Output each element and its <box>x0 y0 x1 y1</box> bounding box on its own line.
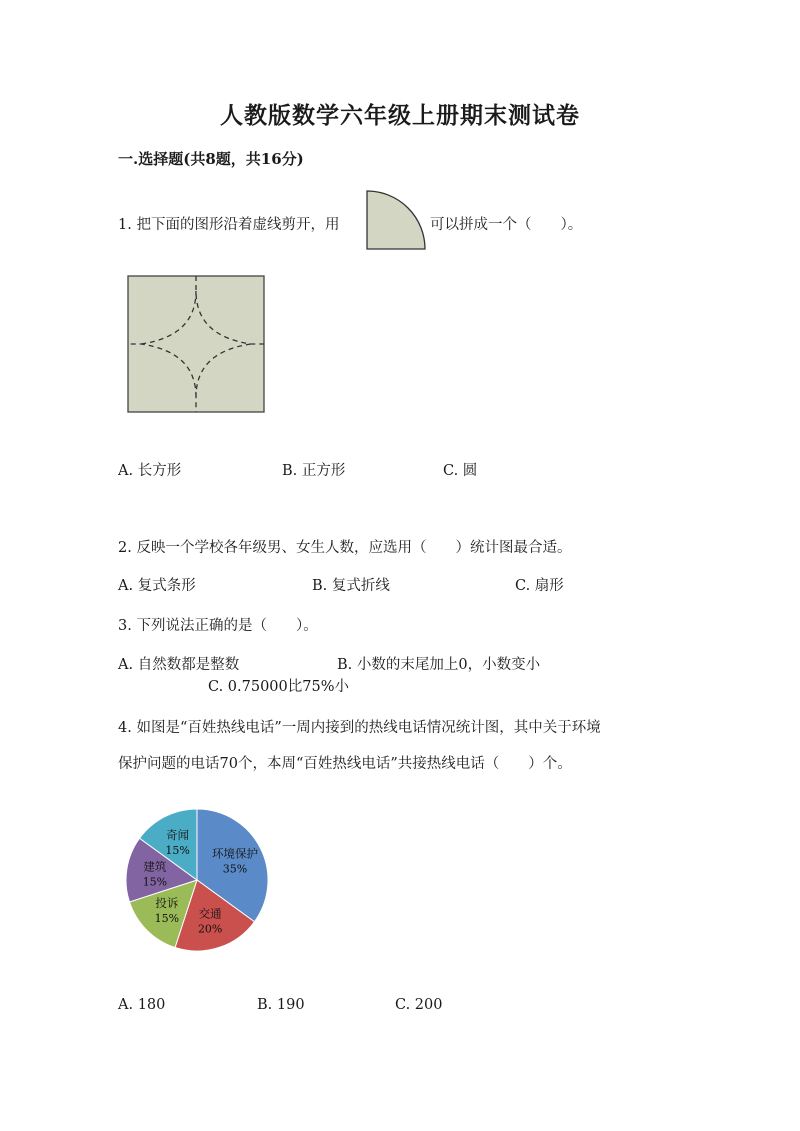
pie-percent-2: 15% <box>154 912 180 926</box>
pie-percent-4: 15% <box>165 844 190 858</box>
question-1-option-a: A. 长方形 <box>118 463 182 479</box>
question-3-option-c: C. 0.75000比75%小 <box>208 679 349 695</box>
question-1-option-c: C. 圆 <box>443 463 478 479</box>
pie-percent-1: 20% <box>197 922 223 936</box>
question-2-option-a: A. 复式条形 <box>118 578 196 594</box>
question-3-text: 3. 下列说法正确的是（ ）。 <box>118 618 318 634</box>
page-title: 人教版数学六年级上册期末测试卷 <box>220 102 580 129</box>
pie-percent-0: 35% <box>222 862 248 876</box>
pie-label-0: 环境保护 <box>211 846 258 861</box>
pie-chart <box>122 805 272 955</box>
pie-label-2: 投诉 <box>155 896 179 911</box>
question-2-option-b: B. 复式折线 <box>312 578 390 594</box>
question-2-option-c: C. 扇形 <box>515 578 564 594</box>
question-1-text-before: 1. 把下面的图形沿着虚线剪开，用 <box>118 217 340 233</box>
question-4-text-line1: 4. 如图是“百姓热线电话”一周内接到的热线电话情况统计图，其中关于环境 <box>118 720 601 736</box>
pie-label-3: 建筑 <box>143 859 167 874</box>
pie-percent-3: 15% <box>142 875 168 889</box>
question-4-option-c: C. 200 <box>395 997 443 1013</box>
quarter-circle-figure <box>366 190 428 250</box>
section-heading: 一.选择题(共8题，共16分) <box>118 150 304 168</box>
question-2-text: 2. 反映一个学校各年级男、女生人数，应选用（ ）统计图最合适。 <box>118 540 572 556</box>
question-4-option-b: B. 190 <box>257 997 305 1013</box>
square-dashed-figure <box>127 275 265 413</box>
question-1-option-b: B. 正方形 <box>282 463 346 479</box>
question-4-text-line2: 保护问题的电话70个，本周“百姓热线电话”共接热线电话（ ）个。 <box>118 756 572 772</box>
question-1-text-after: 可以拼成一个（ ）。 <box>430 217 583 233</box>
pie-label-4: 奇闻 <box>166 828 190 843</box>
question-3-option-a: A. 自然数都是整数 <box>118 657 240 673</box>
question-3-option-b: B. 小数的末尾加上0，小数变小 <box>337 657 541 673</box>
question-4-option-a: A. 180 <box>118 997 166 1013</box>
pie-label-1: 交通 <box>198 906 222 921</box>
